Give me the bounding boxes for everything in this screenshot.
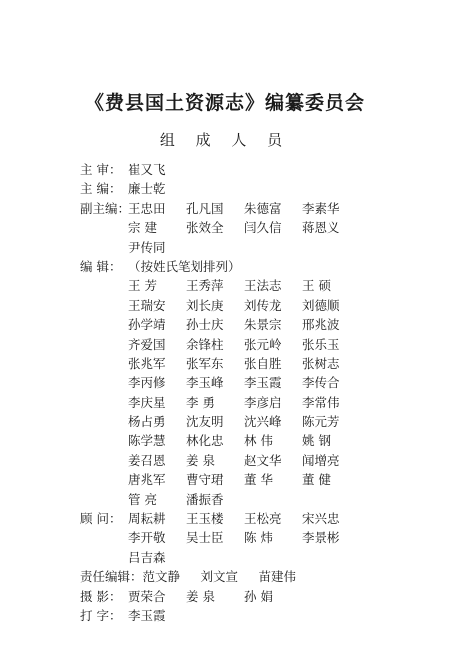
member-name: 姜 泉: [186, 452, 215, 468]
member-name: 闫久信: [244, 220, 282, 236]
role-label: 副主编：: [80, 200, 131, 216]
member-name: 姜 泉: [186, 588, 215, 604]
member-name: 朱德富: [244, 200, 282, 216]
list-item: [80, 373, 410, 392]
row-typing: [80, 606, 410, 625]
row-chief-editor: [80, 179, 410, 198]
list-item: [80, 412, 410, 431]
member-name: 张树志: [302, 355, 340, 371]
role-label: 责任编辑：: [80, 569, 143, 585]
member-name: 李开敬: [128, 530, 166, 546]
member-name: 李常伟: [302, 394, 340, 410]
member-name: 吕吉森: [128, 549, 166, 565]
role-label: 编 辑：: [80, 258, 122, 274]
member-name: 李景彬: [302, 530, 340, 546]
member-name: 孙 娟: [244, 588, 273, 604]
role-label: 主 审：: [80, 162, 122, 177]
member-name: 刘德顺: [302, 297, 340, 313]
list-item: [80, 315, 410, 334]
member-name: 曹守珺: [186, 472, 224, 488]
member-name: 李玉峰: [186, 375, 224, 391]
member-name: 李丙修: [128, 375, 166, 391]
member-name: 刘文宣: [200, 569, 239, 585]
member-name: 李素华: [302, 200, 340, 216]
member-roster: [80, 160, 410, 625]
row-responsible-editors: [80, 567, 410, 586]
member-name: 齐爱国: [128, 336, 166, 352]
member-name: 周耘耕: [128, 511, 166, 527]
list-item: [80, 393, 410, 412]
member-name: 王松亮: [244, 511, 282, 527]
member-name: 崔又飞: [128, 162, 166, 177]
member-name: 潘振香: [186, 491, 224, 507]
member-name: 王秀萍: [186, 278, 224, 294]
role-label: 顾 问：: [80, 511, 122, 527]
member-name: 蒋恩义: [302, 220, 340, 236]
member-name: 姜召恩: [128, 452, 166, 468]
member-name: 姚 钢: [302, 433, 331, 449]
list-item: [80, 238, 410, 257]
list-item: [80, 276, 410, 295]
member-name: 张自胜: [244, 355, 282, 371]
list-item: [80, 490, 410, 509]
member-name: 林 伟: [244, 433, 273, 449]
member-name: 廉士乾: [128, 181, 166, 197]
list-item: [80, 509, 410, 528]
member-name: 王忠田: [128, 200, 166, 216]
list-item: [80, 354, 410, 373]
member-name: 孙学靖: [128, 317, 166, 333]
list-item: [80, 470, 410, 489]
member-name: 吴士臣: [186, 530, 224, 546]
member-name: 苗建伟: [258, 569, 297, 585]
list-item: [80, 199, 410, 218]
member-name: 孙士庆: [186, 317, 224, 333]
deputy-editors-group: [80, 199, 410, 257]
member-name: 刘传龙: [244, 297, 282, 313]
role-label: 打 字：: [80, 607, 122, 623]
member-name: 余锋柱: [186, 336, 224, 352]
member-name: 张乐玉: [302, 336, 340, 352]
member-name: 陈元芳: [302, 414, 340, 430]
row-chief-reviewer: [80, 160, 410, 179]
member-name: 张效全: [186, 220, 224, 236]
page-title: 《费县国土资源志》编纂委员会: [84, 92, 365, 114]
member-name: 宋兴忠: [302, 511, 340, 527]
member-name: 李庆星: [128, 394, 166, 410]
member-name: 李传合: [302, 375, 340, 391]
member-name: 董 健: [302, 472, 331, 488]
member-name: 张军东: [186, 355, 224, 371]
member-name: 尹传同: [128, 239, 166, 255]
member-name: 张元岭: [244, 336, 282, 352]
member-name: 邢兆波: [302, 317, 340, 333]
list-item: [80, 528, 410, 547]
member-name: 王 芳: [128, 278, 157, 294]
member-name: 沈友明: [186, 414, 224, 430]
member-name: 王瑞安: [128, 297, 166, 313]
member-name: 陈学慧: [128, 433, 166, 449]
member-name: 李 勇: [186, 394, 215, 410]
member-name: 李玉霞: [244, 375, 282, 391]
member-name: 唐兆军: [128, 472, 166, 488]
list-item: [80, 335, 410, 354]
member-name: 王法志: [244, 278, 282, 294]
member-name: 闻增亮: [302, 452, 340, 468]
member-name: 孔凡国: [186, 200, 224, 216]
member-name: 刘长庚: [186, 297, 224, 313]
member-name: 宗 建: [128, 220, 157, 236]
section-title: 组 成 人 员: [159, 131, 291, 149]
member-name: 王玉楼: [186, 511, 224, 527]
advisors-group: [80, 509, 410, 567]
member-name: 董 华: [244, 472, 273, 488]
row-photography: [80, 587, 410, 606]
role-label: 主 编：: [80, 181, 122, 197]
role-label: 摄 影：: [80, 588, 122, 604]
editors-group: [80, 257, 410, 509]
member-name: 贾荣合: [128, 588, 166, 604]
list-item: [80, 451, 410, 470]
member-name: 管 亮: [128, 491, 157, 507]
list-item: [80, 257, 410, 276]
list-item: [80, 548, 410, 567]
member-name: 沈兴峰: [244, 414, 282, 430]
ordering-note: （按姓氏笔划排列）: [128, 258, 241, 274]
member-name: 李玉霞: [128, 607, 166, 623]
member-name: 范文静: [142, 569, 181, 585]
list-item: [80, 296, 410, 315]
member-name: 朱景宗: [244, 317, 282, 333]
member-name: 赵文华: [244, 452, 282, 468]
member-name: 王 硕: [302, 278, 331, 294]
member-name: 李彦启: [244, 394, 282, 410]
member-name: 林化忠: [186, 433, 224, 449]
member-name: 陈 炜: [244, 530, 273, 546]
list-item: [80, 431, 410, 450]
member-name: 杨占勇: [128, 414, 166, 430]
list-item: [80, 218, 410, 237]
member-name: 张兆军: [128, 355, 166, 371]
